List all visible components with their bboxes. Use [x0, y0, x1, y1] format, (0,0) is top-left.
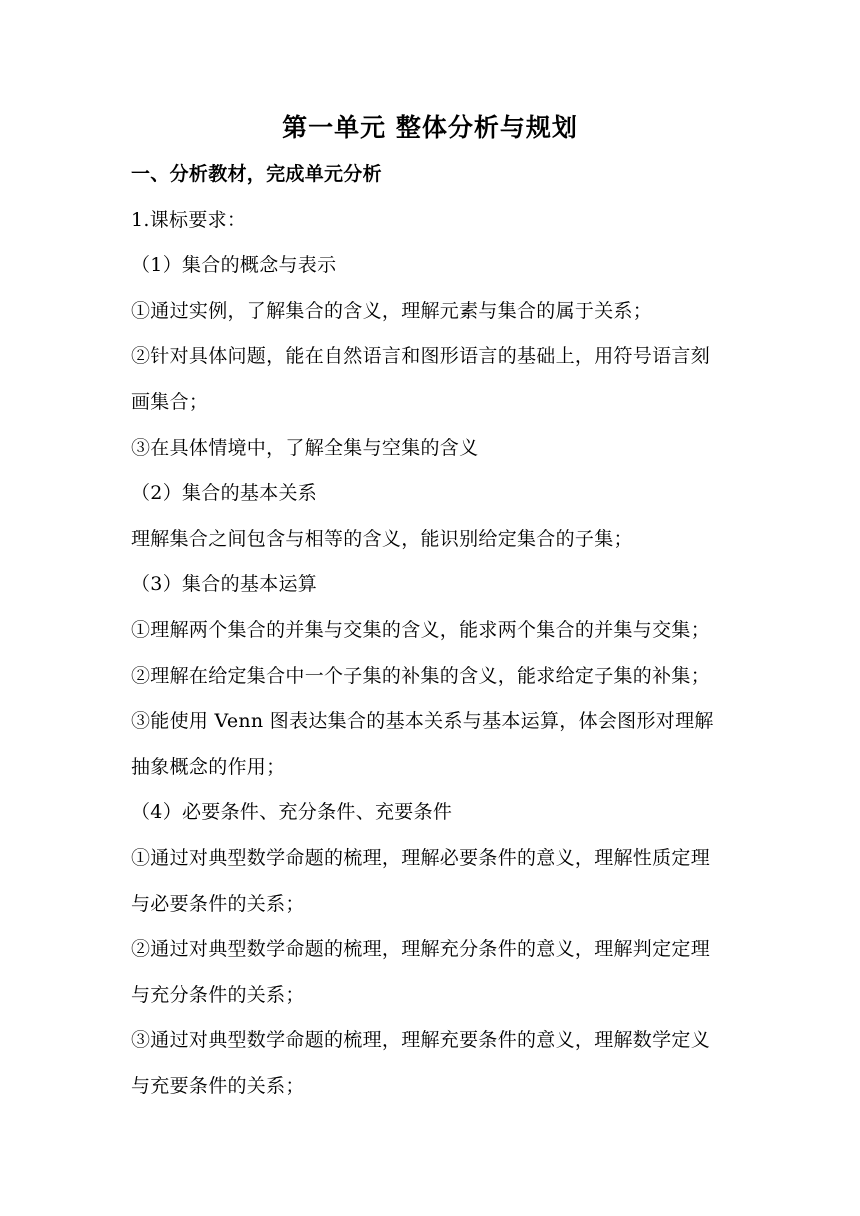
- topic-heading: （1）集合的概念与表示: [131, 254, 337, 277]
- subsection-label: 1.课标要求：: [131, 208, 247, 231]
- topic-heading: （3）集合的基本运算: [131, 573, 318, 596]
- text-line: ③在具体情境中，了解全集与空集的含义: [131, 436, 479, 459]
- text-line: ③能使用 Venn 图表达集合的基本关系与基本运算，体会图形对理解: [131, 710, 714, 733]
- text-line: 与必要条件的关系；: [131, 892, 305, 915]
- text-line: ①通过对典型数学命题的梳理，理解必要条件的意义，理解性质定理: [131, 846, 711, 869]
- text-line: 理解集合之间包含与相等的含义，能识别给定集合的子集；: [131, 527, 633, 550]
- topic-heading: （2）集合的基本关系: [131, 482, 318, 505]
- text-line: ②针对具体问题，能在自然语言和图形语言的基础上，用符号语言刻: [131, 345, 711, 368]
- text-line: ③通过对典型数学命题的梳理，理解充要条件的意义，理解数学定义: [131, 1029, 711, 1052]
- text-line: 抽象概念的作用；: [131, 755, 286, 778]
- text-line: ①理解两个集合的并集与交集的含义，能求两个集合的并集与交集；: [131, 618, 711, 641]
- text-line: ②通过对典型数学命题的梳理，理解充分条件的意义，理解判定定理: [131, 938, 711, 961]
- text-line: 画集合；: [131, 390, 209, 413]
- page-title: 第一单元 整体分析与规划: [282, 113, 578, 142]
- text-line: ①通过实例，了解集合的含义，理解元素与集合的属于关系；: [131, 299, 653, 322]
- section-heading: 一、分析教材，完成单元分析: [131, 163, 382, 185]
- text-line: ②理解在给定集合中一个子集的补集的含义，能求给定子集的补集；: [131, 664, 711, 687]
- document-body: [131, 152, 741, 1109]
- text-line: 与充分条件的关系；: [131, 983, 305, 1006]
- text-line: 与充要条件的关系；: [131, 1074, 305, 1097]
- topic-heading: （4）必要条件、充分条件、充要条件: [131, 801, 453, 824]
